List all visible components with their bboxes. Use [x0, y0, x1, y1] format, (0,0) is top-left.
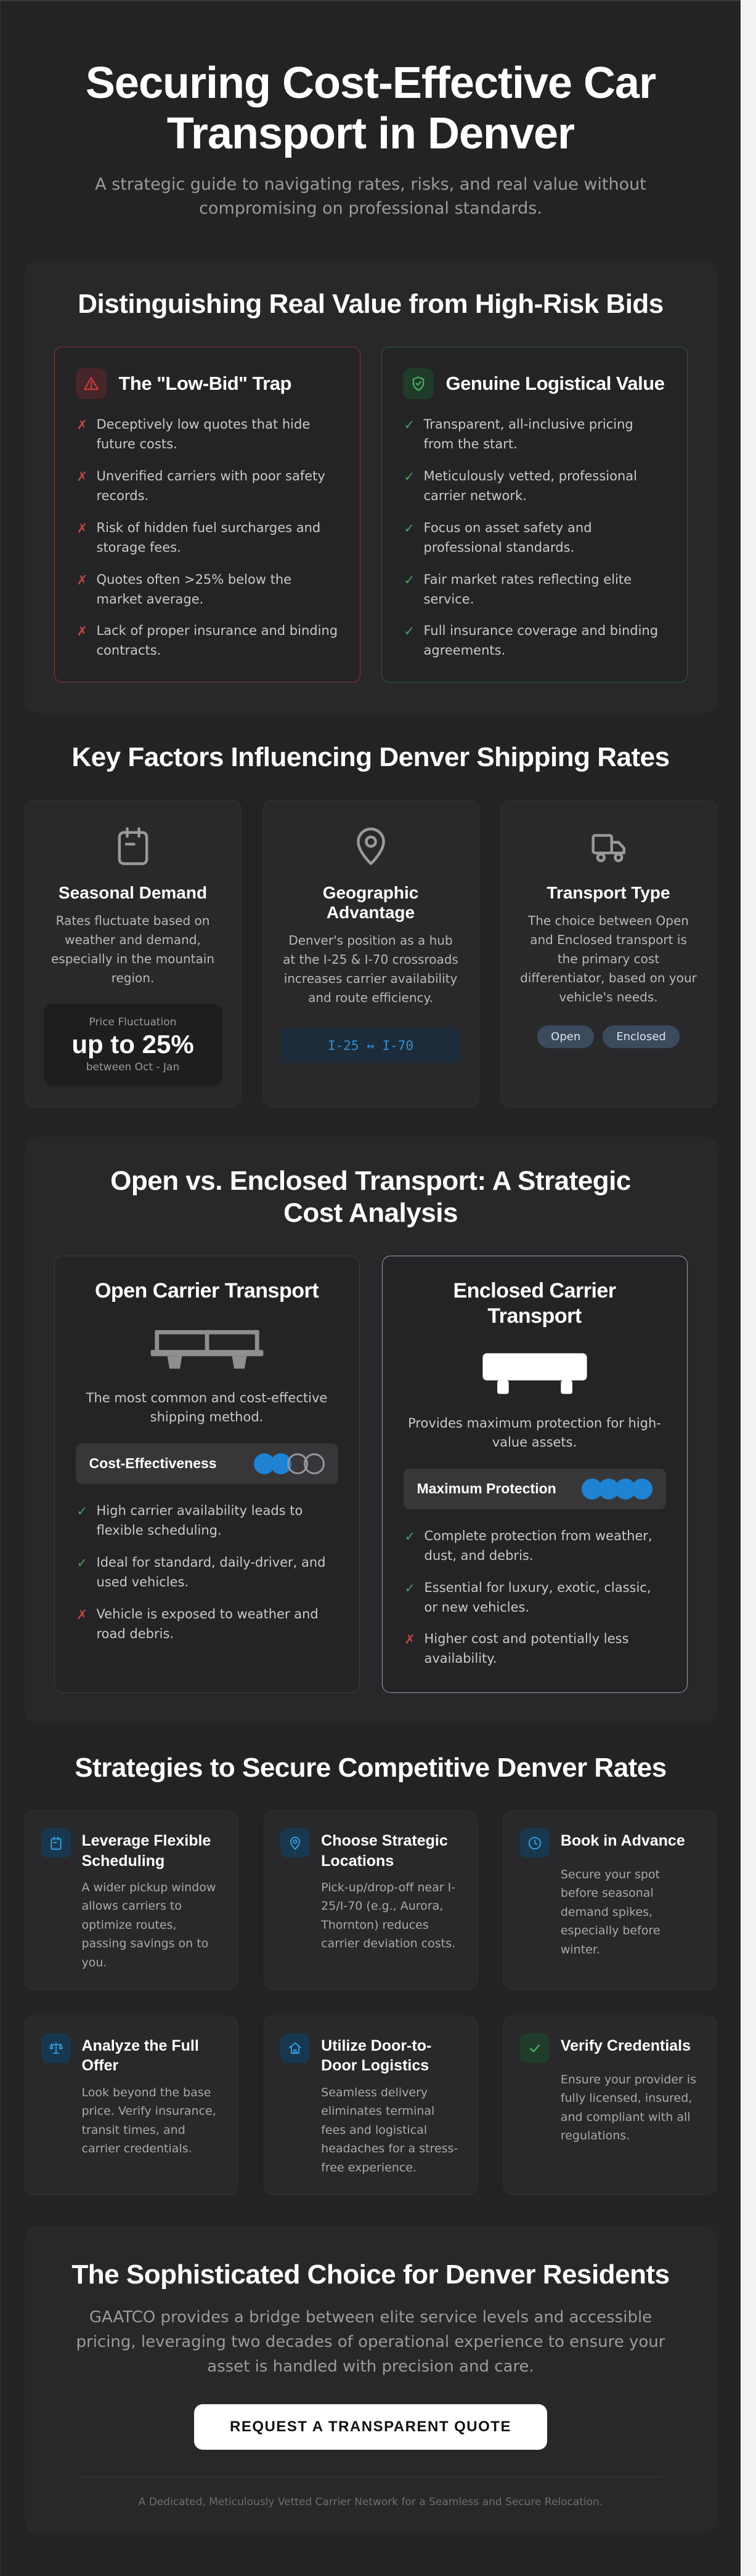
- factors-section-heading: Key Factors Influencing Denver Shipping Rates: [71, 742, 670, 773]
- geographic-advantage-card: [262, 800, 479, 1107]
- list-item: ✗ Higher cost and potentially less availability.: [404, 1629, 666, 1669]
- strategy-card-book-in-advance: [503, 1811, 717, 1990]
- enclosed-card-title: Enclosed Carrier Transport: [453, 1279, 616, 1328]
- highway-route-box: [282, 1028, 460, 1063]
- list-item: ✗ Vehicle is exposed to weather and road debris.: [76, 1605, 338, 1644]
- genuine-value-card: [381, 347, 688, 682]
- list-item: ✓ Transparent, all-inclusive pricing from the start.: [403, 415, 666, 454]
- strategy-title: Choose Strategic Locations: [321, 1832, 448, 1870]
- open-card-list: [76, 1501, 338, 1644]
- page-subtitle: A strategic guide to navigating rates, risks, and real value without compromising on professional standards.: [95, 175, 646, 219]
- comparison-section-heading: Open vs. Enclosed Transport: A Strategic Cost Analysis: [110, 1165, 631, 1229]
- stat-caption: between Oct - Jan: [86, 1060, 180, 1073]
- list-item: ✓ Focus on asset safety and professional standards.: [403, 519, 666, 558]
- list-item: ✓ Full insurance coverage and binding agreements.: [403, 621, 666, 661]
- clock-icon: [520, 1828, 550, 1858]
- cta-heading: The Sophisticated Choice for Denver Residents: [71, 2259, 670, 2290]
- scales-icon: [41, 2033, 71, 2063]
- strategies-section-heading: Strategies to Secure Competitive Denver Rates: [75, 1753, 667, 1783]
- strategy-card-verify-credentials: [503, 2016, 717, 2195]
- hero: [25, 58, 717, 220]
- home-icon: [280, 2033, 310, 2063]
- transport-type-card: [500, 800, 717, 1107]
- page-title: Securing Cost-Effective Car Transport in Denver: [85, 59, 656, 159]
- calendar-icon: [41, 1828, 71, 1858]
- genuine-list: [403, 415, 666, 661]
- low-bid-trap-card: [54, 347, 360, 682]
- strategy-card-analyze-offer: [25, 2016, 238, 2195]
- enclosed-carrier-card: [382, 1256, 688, 1693]
- open-card-title: Open Carrier Transport: [94, 1279, 319, 1303]
- list-item: ✓ Fair market rates reflecting elite service.: [403, 570, 666, 610]
- list-item: ✗ Unverified carriers with poor safety records.: [76, 467, 339, 506]
- list-item: ✗ Quotes often >25% below the market average.: [76, 570, 339, 610]
- factor-body: Rates fluctuate based on weather and demand, especially in the mountain region.: [51, 913, 214, 986]
- strategy-title: Analyze the Full Offer: [81, 2037, 199, 2075]
- request-quote-button[interactable]: REQUEST A TRANSPARENT QUOTE: [194, 2404, 547, 2450]
- rating-dot-filled: [632, 1479, 652, 1500]
- list-item: ✓ Ideal for standard, daily-driver, and used vehicles.: [76, 1553, 338, 1593]
- strategy-card-door-to-door: [264, 2016, 478, 2195]
- seasonal-demand-card: [25, 800, 242, 1107]
- strategies-section: [25, 1752, 717, 2195]
- cost-effectiveness-rating: [76, 1443, 338, 1484]
- strategy-body: Look beyond the base price. Verify insurance, transit times, and carrier credentials.: [81, 2085, 216, 2156]
- strategy-card-flexible-scheduling: [25, 1811, 238, 1990]
- strategy-body: Ensure your provider is fully licensed, insured, and compliant with all regulations.: [560, 2072, 697, 2143]
- rating-dots: [586, 1479, 652, 1500]
- check-icon: [520, 2033, 550, 2063]
- rating-label: Cost-Effectiveness: [89, 1455, 217, 1472]
- key-factors-section: [25, 741, 717, 1107]
- strategy-body: Secure your spot before seasonal demand spikes, especially before winter.: [560, 1868, 660, 1956]
- low-bid-card-title: The "Low-Bid" Trap: [118, 373, 291, 395]
- low-bid-list: [76, 415, 339, 661]
- genuine-card-title: Genuine Logistical Value: [445, 373, 665, 395]
- list-item: ✓ High carrier availability leads to flexible scheduling.: [76, 1501, 338, 1541]
- list-item: ✓ Meticulously vetted, professional carrier network.: [403, 467, 666, 506]
- stat-label: Price Fluctuation: [89, 1016, 177, 1029]
- strategy-title: Utilize Door-to-Door Logistics: [321, 2037, 432, 2075]
- value-vs-risk-section: [25, 260, 717, 713]
- truck-icon: [585, 823, 632, 870]
- enclosed-trailer-icon: [404, 1345, 666, 1399]
- rating-dot-empty: [304, 1453, 325, 1474]
- rating-dots: [258, 1453, 325, 1474]
- shield-check-icon: [403, 368, 434, 399]
- cta-section: [25, 2226, 717, 2533]
- tag-enclosed: Enclosed: [603, 1025, 680, 1048]
- list-item: ✗ Deceptively low quotes that hide future costs.: [76, 415, 339, 454]
- tag-open: Open: [537, 1025, 594, 1048]
- comparison-section: [25, 1137, 717, 1724]
- map-pin-icon: [348, 823, 394, 870]
- calendar-icon: [110, 823, 156, 870]
- list-item: ✓ Complete protection from weather, dust, and debris.: [404, 1527, 666, 1566]
- strategy-title: Leverage Flexible Scheduling: [81, 1832, 211, 1870]
- strategy-body: Pick-up/drop-off near I-25/I-70 (e.g., Aurora, Thornton) reduces carrier deviation costs.: [321, 1881, 456, 1951]
- rating-label: Maximum Protection: [417, 1480, 556, 1497]
- list-item: ✗ Risk of hidden fuel surcharges and storage fees.: [76, 519, 339, 558]
- map-pin-icon: [280, 1828, 310, 1858]
- enclosed-card-body: Provides maximum protection for high-value assets.: [408, 1415, 661, 1450]
- cta-footnote: A Dedicated, Meticulously Vetted Carrier Network for a Seamless and Secure Relocation.: [138, 2495, 603, 2508]
- enclosed-card-list: [404, 1527, 666, 1669]
- strategy-card-strategic-locations: [264, 1811, 478, 1990]
- list-item: ✓ Essential for luxury, exotic, classic, or new vehicles.: [404, 1578, 666, 1618]
- factor-title: Seasonal Demand: [58, 883, 208, 903]
- factor-body: The choice between Open and Enclosed transport is the primary cost differentiator, based on your vehicle's needs.: [520, 913, 697, 1005]
- strategy-title: Book in Advance: [560, 1832, 685, 1850]
- list-item: ✗ Lack of proper insurance and binding contracts.: [76, 621, 339, 661]
- factor-title: Geographic Advantage: [322, 883, 419, 923]
- factor-title: Transport Type: [547, 883, 670, 903]
- value-section-heading: Distinguishing Real Value from High-Risk Bids: [78, 289, 664, 320]
- warning-triangle-icon: [76, 368, 107, 399]
- strategy-body: Seamless delivery eliminates terminal fees and logistical headaches for a stress-free experience.: [321, 2085, 458, 2174]
- stat-value: up to 25%: [71, 1030, 194, 1059]
- strategy-title: Verify Credentials: [560, 2037, 691, 2054]
- open-trailer-icon: [76, 1320, 338, 1374]
- highway-route-text: I-25 ↔ I-70: [327, 1038, 414, 1054]
- maximum-protection-rating: [404, 1469, 666, 1509]
- price-fluctuation-stat: [44, 1004, 222, 1086]
- strategy-body: A wider pickup window allows carriers to optimize routes, passing savings on to you.: [81, 1881, 216, 1969]
- factor-body: Denver's position as a hub at the I-25 & I-70 crossroads increases carrier availability and route efficiency.: [283, 933, 458, 1006]
- cta-body: GAATCO provides a bridge between elite service levels and accessible pricing, leveraging two decades of operational experience to ensure your asset is handled with precision and care.: [76, 2307, 665, 2376]
- open-carrier-card: [54, 1256, 360, 1693]
- open-card-body: The most common and cost-effective shipping method.: [86, 1390, 328, 1425]
